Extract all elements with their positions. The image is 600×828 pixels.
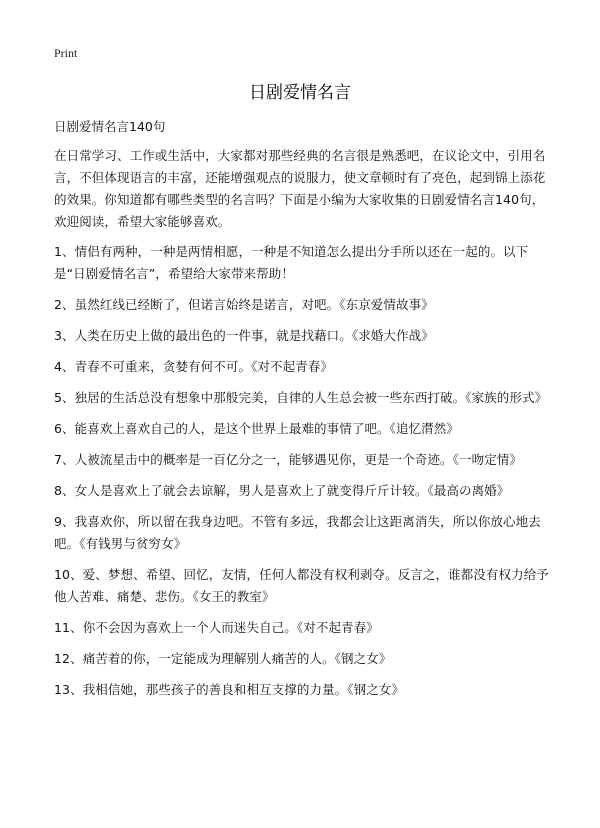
quote-item: 3、人类在历史上做的最出色的一件事，就是找藉口。《求婚大作战》 [54, 328, 434, 343]
quote-item: 10、爱、梦想、希望、回忆，友情，任何人都没有权利剥夺。反言之，谁都没有权力给予他人苦难、痛楚、悲伤。《女王的教室》 [54, 567, 549, 604]
quote-item: 13、我相信她，那些孩子的善良和相互支撑的力量。《钢之女》 [54, 682, 405, 697]
print-link[interactable]: Print [54, 46, 78, 60]
quote-item: 9、我喜欢你，所以留在我身边吧。不管有多远，我都会让这距离消失，所以你放心地去吧。《有钱男与贫穷女》 [54, 514, 541, 551]
quote-item: 11、你不会因为喜欢上一个人而迷失自己。《对不起青春》 [54, 620, 379, 635]
quote-item: 5、独居的生活总没有想象中那般完美，自律的人生总会被一些东西打破。《家族的形式》 [54, 390, 548, 405]
quote-item: 8、女人是喜欢上了就会去谅解，男人是喜欢上了就变得斤斤计较。《最高の离婚》 [54, 483, 510, 498]
quote-item: 7、人被流星击中的概率是一百亿分之一，能够遇见你，更是一个奇迹。《一吻定情》 [54, 452, 523, 467]
quote-item: 2、虽然红线已经断了，但诺言始终是诺言，对吧。《东京爱情故事》 [54, 297, 434, 312]
page-title: 日剧爱情名言 [249, 83, 351, 103]
article-subtitle: 日剧爱情名言140句 [54, 119, 166, 134]
intro-paragraph: 在日常学习、工作或生活中，大家都对那些经典的名言很是熟悉吧，在议论文中，引用名言，不但体现语言的丰富，还能增强观点的说服力，使文章顿时有了亮色，起到锦上添花的效果。你知道都有哪些类型的名言吗？下面是小编为大家收集的日剧爱情名言140句，欢迎阅读，希望大家能够喜欢。 [54, 148, 546, 229]
quote-item: 6、能喜欢上喜欢自己的人，是这个世界上最难的事情了吧。《追忆潸然》 [54, 421, 460, 436]
quote-list [54, 241, 554, 701]
article-body [54, 116, 554, 710]
quote-item: 12、痛苦着的你，一定能成为理解别人痛苦的人。《钢之女》 [54, 651, 392, 666]
quote-item: 4、青春不可重来，贪婪有何不可。《对不起青春》 [54, 359, 334, 374]
quote-item: 1、情侣有两种，一种是两情相愿，一种是不知道怎么提出分手所以还在一起的。以下是“日剧爱情名言”，希望给大家带来帮助！ [54, 244, 529, 281]
